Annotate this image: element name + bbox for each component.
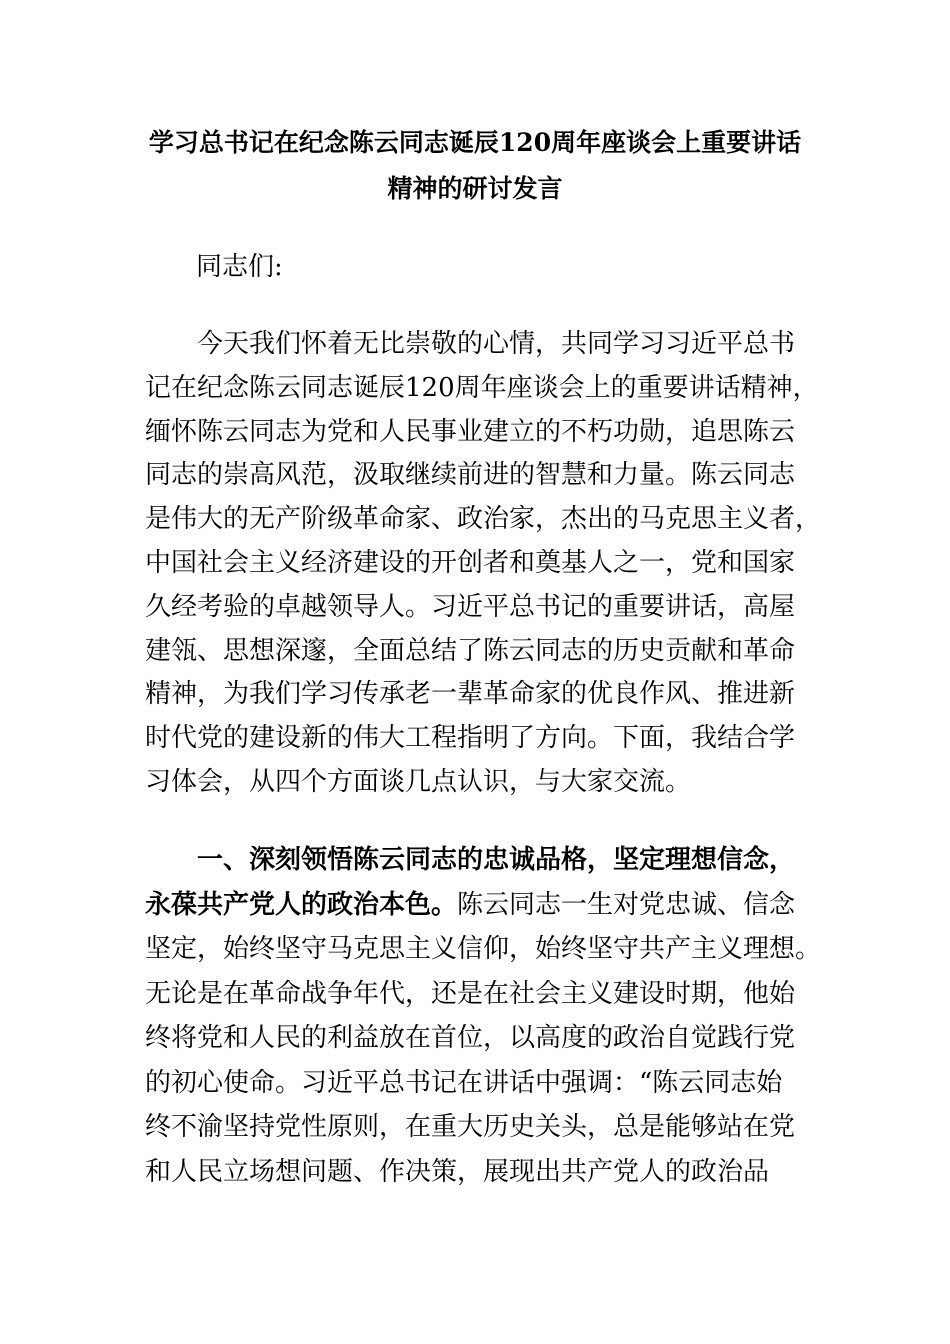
paragraph-line: 习体会，从四个方面谈几点认识，与大家交流。 — [145, 766, 692, 797]
paragraph-line: 记在纪念陈云同志诞辰120周年座谈会上的重要讲话精神， — [145, 372, 819, 403]
greeting: 同志们: — [196, 252, 283, 282]
paragraph-line: 无论是在革命战争年代，还是在社会主义建设时期，他始 — [145, 978, 796, 1009]
paragraph-line: 终将党和人民的利益放在首位，以高度的政治自觉践行党 — [145, 1023, 796, 1053]
paragraph-line: 是伟大的无产阶级革命家、政治家，杰出的马克思主义者， — [145, 504, 822, 535]
paragraph-line: 坚定，始终坚守马克思主义信仰，始终坚守共产主义理想。 — [145, 934, 822, 964]
paragraph-line: 缅怀陈云同志为党和人民事业建立的不朽功勋，追思陈云 — [145, 416, 796, 447]
paragraph-line: 和人民立场想问题、作决策，展现出共产党人的政治品 — [145, 1156, 770, 1187]
paragraph-line: 同志的崇高风范，汲取继续前进的智慧和力量。陈云同志 — [145, 460, 796, 491]
paragraph-line: 时代党的建设新的伟大工程指明了方向。下面，我结合学 — [145, 723, 796, 754]
paragraph-line: 中国社会主义经济建设的开创者和奠基人之一，党和国家 — [145, 547, 796, 578]
section-heading: 一、深刻领悟陈云同志的忠诚品格，坚定理想信念， — [197, 845, 796, 875]
paragraph-line: 终不渝坚持党性原则，在重大历史关头，总是能够站在党 — [145, 1112, 796, 1142]
paragraph-line: 的初心使命。习近平总书记在讲话中强调：“陈云同志始 — [145, 1067, 783, 1098]
paragraph-line: 今天我们怀着无比崇敬的心情，共同学习习近平总书 — [197, 329, 796, 359]
paragraph-line: 久经考验的卓越领导人。习近平总书记的重要讲话，高屋 — [145, 591, 796, 622]
paragraph-section-one — [145, 838, 822, 1194]
title-line-1: 学习总书记在纪念陈云同志诞辰120周年座谈会上重要讲话 — [148, 128, 802, 157]
title-line-2: 精神的研讨发言 — [387, 174, 563, 203]
paragraph-line — [145, 883, 805, 928]
section-heading-continued: 永葆共产党人的政治本色。 — [145, 889, 458, 920]
paragraph-line: 建瓴、思想深邃，全面总结了陈云同志的历史贡献和革命 — [145, 635, 796, 666]
paragraph-intro — [145, 323, 822, 805]
paragraph-line: 精神，为我们学习传承老一辈革命家的优良作风、推进新 — [145, 679, 796, 710]
document-title — [140, 120, 810, 212]
paragraph-text: 陈云同志一生对党忠诚、信念 — [457, 889, 796, 920]
